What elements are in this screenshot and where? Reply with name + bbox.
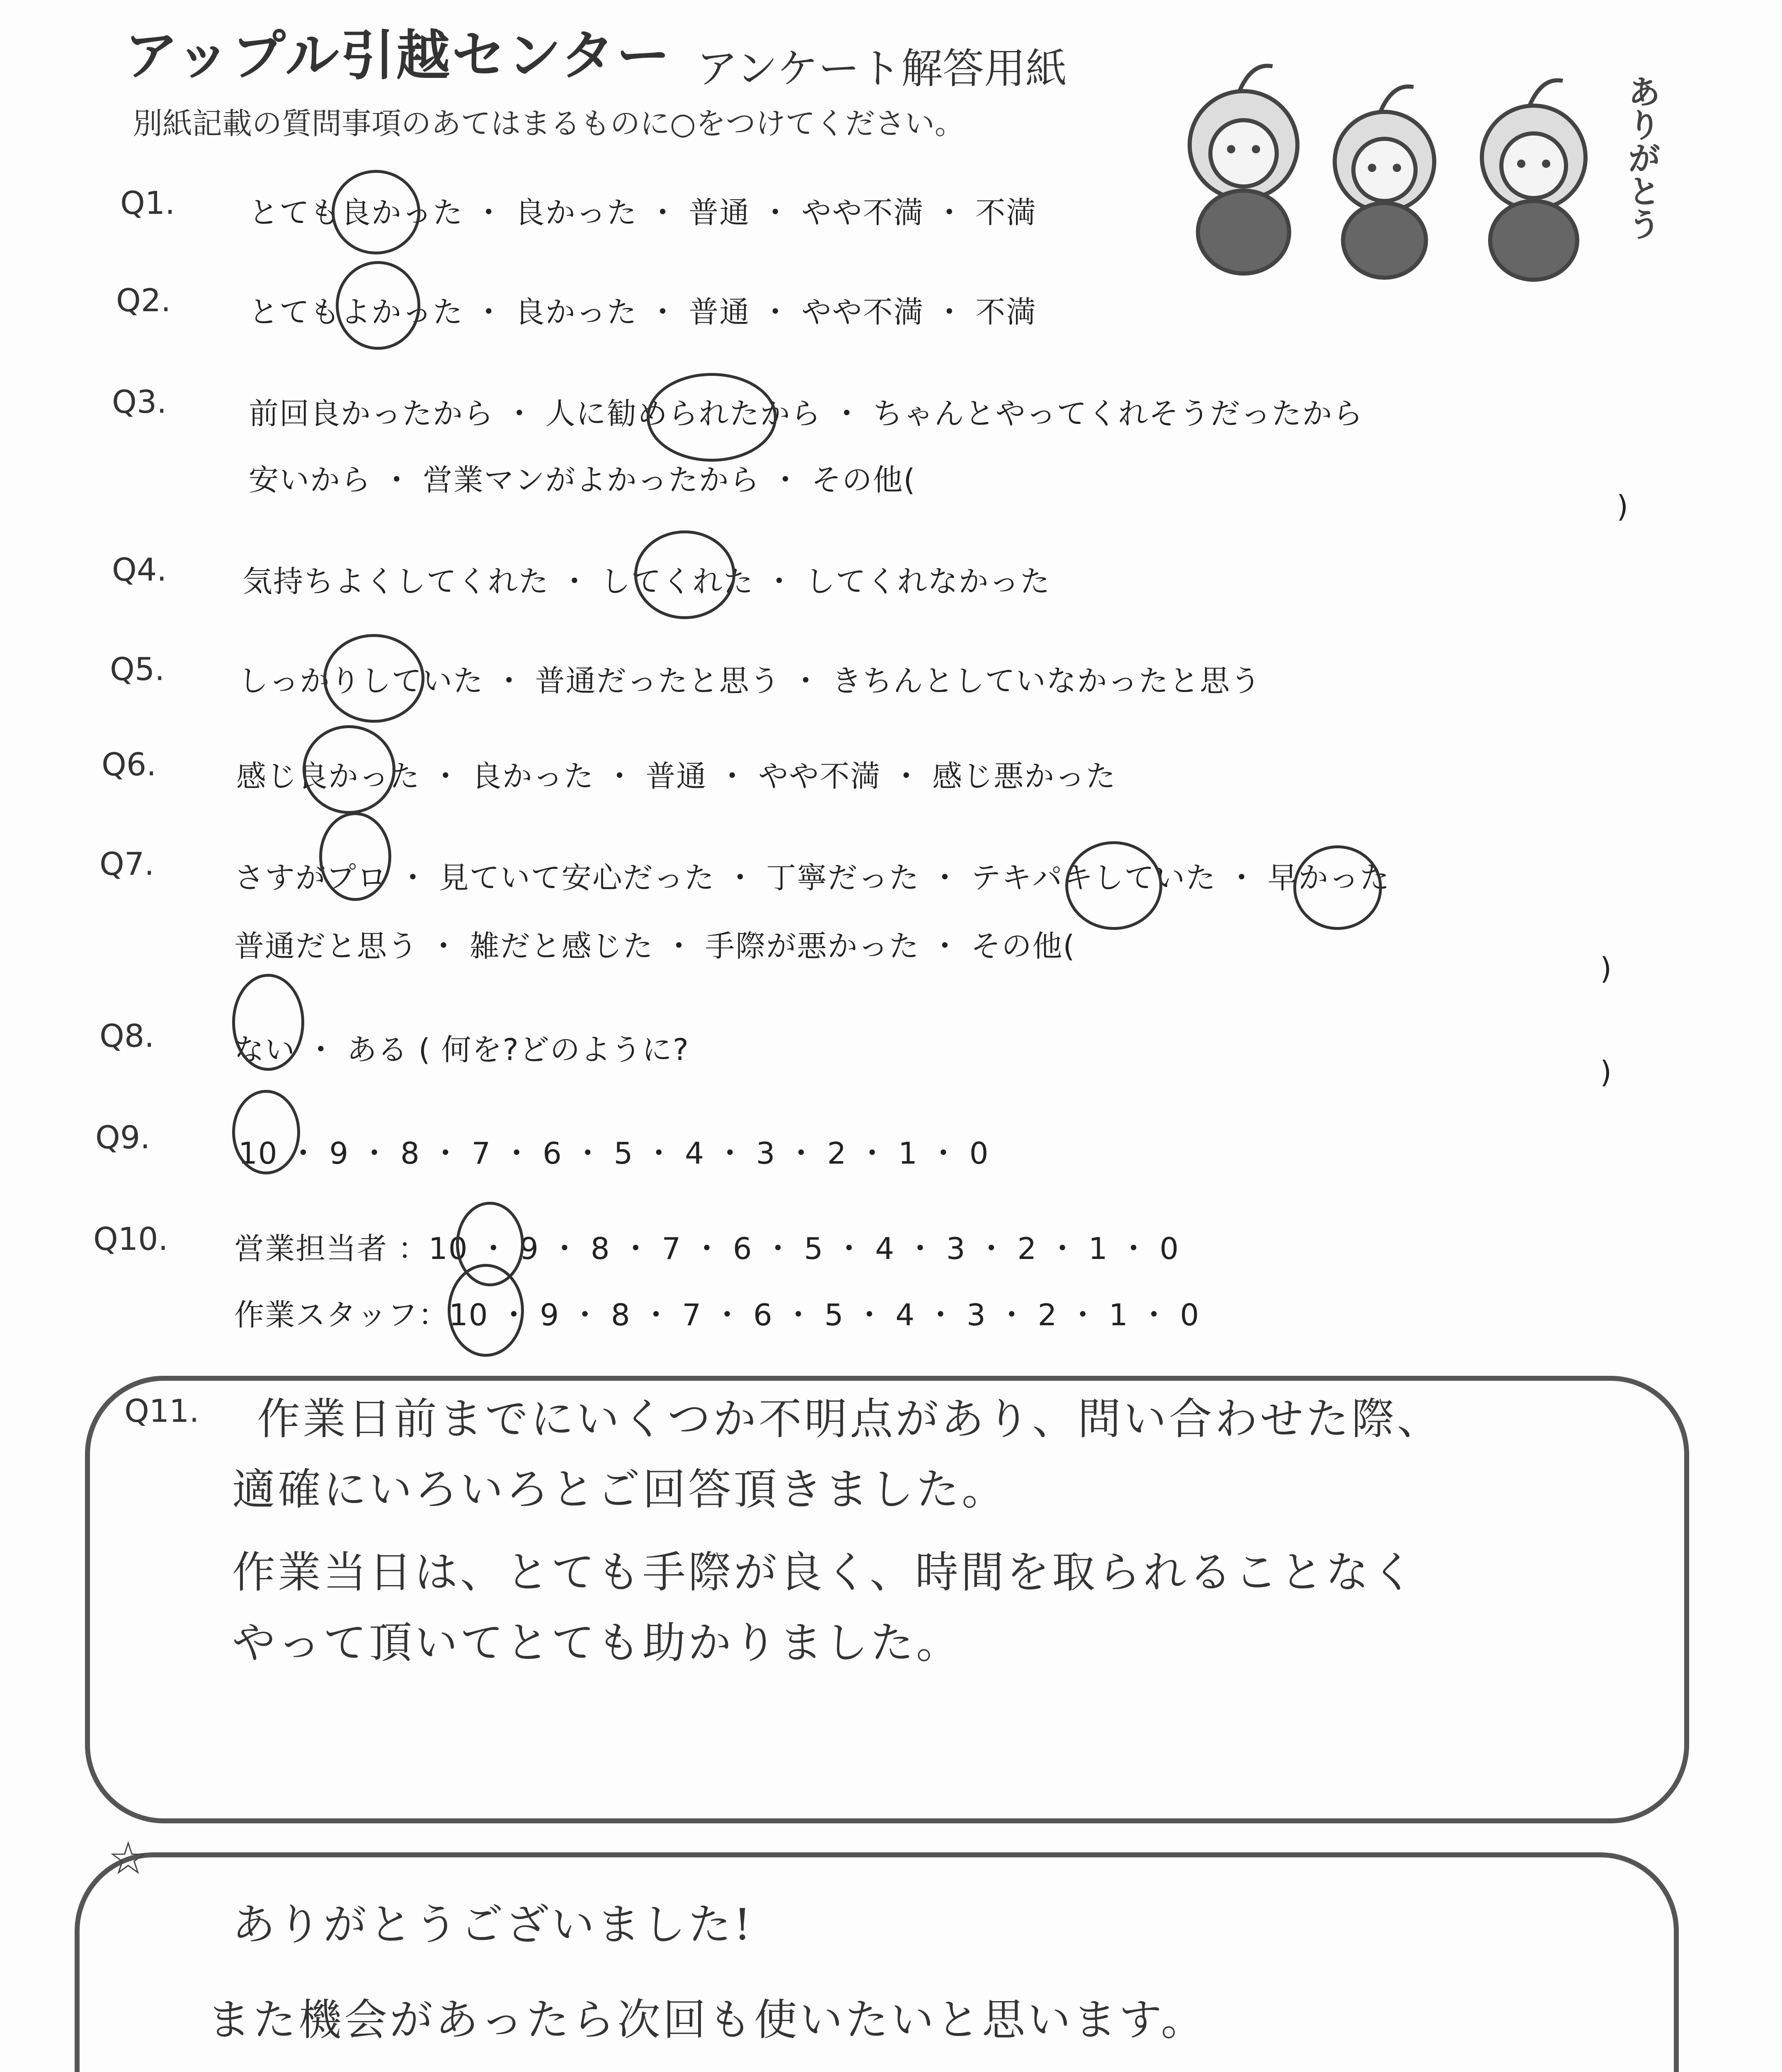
thanks-comment-line: ありがとうございました! [232, 1899, 754, 1950]
q9-scale: 10 ・ 9 ・ 8 ・ 7 ・ 6 ・ 5 ・ 4 ・ 3 ・ 2 ・ 1 ・ 0 [238, 1136, 989, 1171]
q2-label: Q2. [116, 282, 171, 319]
q3-options-line1: 前回良かったから ・ 人に勧められたから ・ ちゃんとやってくれそうだったから [249, 396, 1364, 431]
q8-label: Q8. [99, 1017, 155, 1054]
q8-options: ない ・ ある ( 何を?どのように? [234, 1032, 690, 1067]
star-icon: ☆ [108, 1832, 149, 1885]
form-title: アップル引越センター [124, 24, 672, 87]
answer-circle [448, 1264, 524, 1357]
q1-options: とても良かった ・ 良かった ・ 普通 ・ やや不満 ・ 不満 [249, 195, 1037, 230]
answer-circle [336, 261, 420, 350]
answer-circle [303, 725, 395, 814]
q7-close-paren: ) [1600, 951, 1612, 986]
q10-label: Q10. [93, 1220, 168, 1257]
answer-circle [1293, 845, 1382, 930]
thanks-text: ありがとう [1622, 75, 1661, 240]
q4-options: 気持ちよくしてくれた ・ してくれた ・ してくれなかった [242, 564, 1051, 599]
form-subtitle: アンケート解答用紙 [696, 44, 1067, 93]
answer-circle [232, 974, 304, 1071]
q3-close-paren: ) [1617, 489, 1629, 524]
monkey-mascots-illustration [1152, 50, 1708, 282]
q10-sales-scale: 営業担当者 ：10 ・ 9 ・ 8 ・ 7 ・ 6 ・ 5 ・ 4 ・ 3 ・ 2 ・ 1 ・ 0 [234, 1231, 1180, 1266]
q11-comment-line: やって頂いてとても助かりました。 [232, 1617, 962, 1668]
answer-circle [323, 634, 424, 723]
thanks-comment-line: また機会があったら次回も使いたいと思います。 [207, 1995, 1207, 2045]
q7-options-line2: 普通だと思う ・ 雑だと感じた ・ 手際が悪かった ・ その他( [234, 929, 1076, 963]
q6-options: 感じ良かった ・ 良かった ・ 普通 ・ やや不満 ・ 感じ悪かった [236, 759, 1117, 794]
q5-options: しっかりしていた ・ 普通だったと思う ・ きちんとしていなかったと思う [238, 663, 1261, 698]
q6-label: Q6. [102, 746, 157, 783]
q11-comment-line: 作業日前までにいくつか不明点があり、問い合わせた際、 [257, 1394, 1443, 1444]
instruction-text: 別紙記載の質問事項のあてはまるものに○をつけてください。 [133, 106, 965, 141]
q8-close-paren: ) [1600, 1055, 1612, 1089]
q10-staff-scale: 作業スタッフ：10 ・ 9 ・ 8 ・ 7 ・ 6 ・ 5 ・ 4 ・ 3 ・ 2 ・ 1 ・ 0 [234, 1297, 1200, 1332]
answer-circle [647, 373, 777, 462]
q9-label: Q9. [95, 1119, 150, 1156]
answer-circle [634, 530, 735, 619]
q11-comment-line: 作業当日は、とても手際が良く、時間を取られることなく [232, 1547, 1417, 1598]
q3-label: Q3. [112, 383, 167, 420]
answer-circle [232, 1090, 300, 1174]
q1-label: Q1. [120, 184, 175, 221]
q7-label: Q7. [99, 845, 155, 882]
answer-circle [332, 170, 420, 254]
answer-circle [319, 812, 391, 901]
q2-options: とてもよかった ・ 良かった ・ 普通 ・ やや不満 ・ 不満 [249, 295, 1037, 329]
q7-options-line1: さすがプロ ・ 見ていて安心だった ・ 丁寧だった ・ テキパキしていた ・ 早かった [234, 860, 1391, 895]
q5-label: Q5. [110, 651, 165, 687]
q3-options-line2: 安いから ・ 営業マンがよかったから ・ その他( [249, 462, 916, 497]
q11-label: Q11. [124, 1392, 199, 1429]
q4-label: Q4. [112, 551, 167, 588]
q11-comment-line: 適確にいろいろとご回答頂きました。 [232, 1464, 1008, 1515]
answer-circle [1065, 841, 1162, 930]
